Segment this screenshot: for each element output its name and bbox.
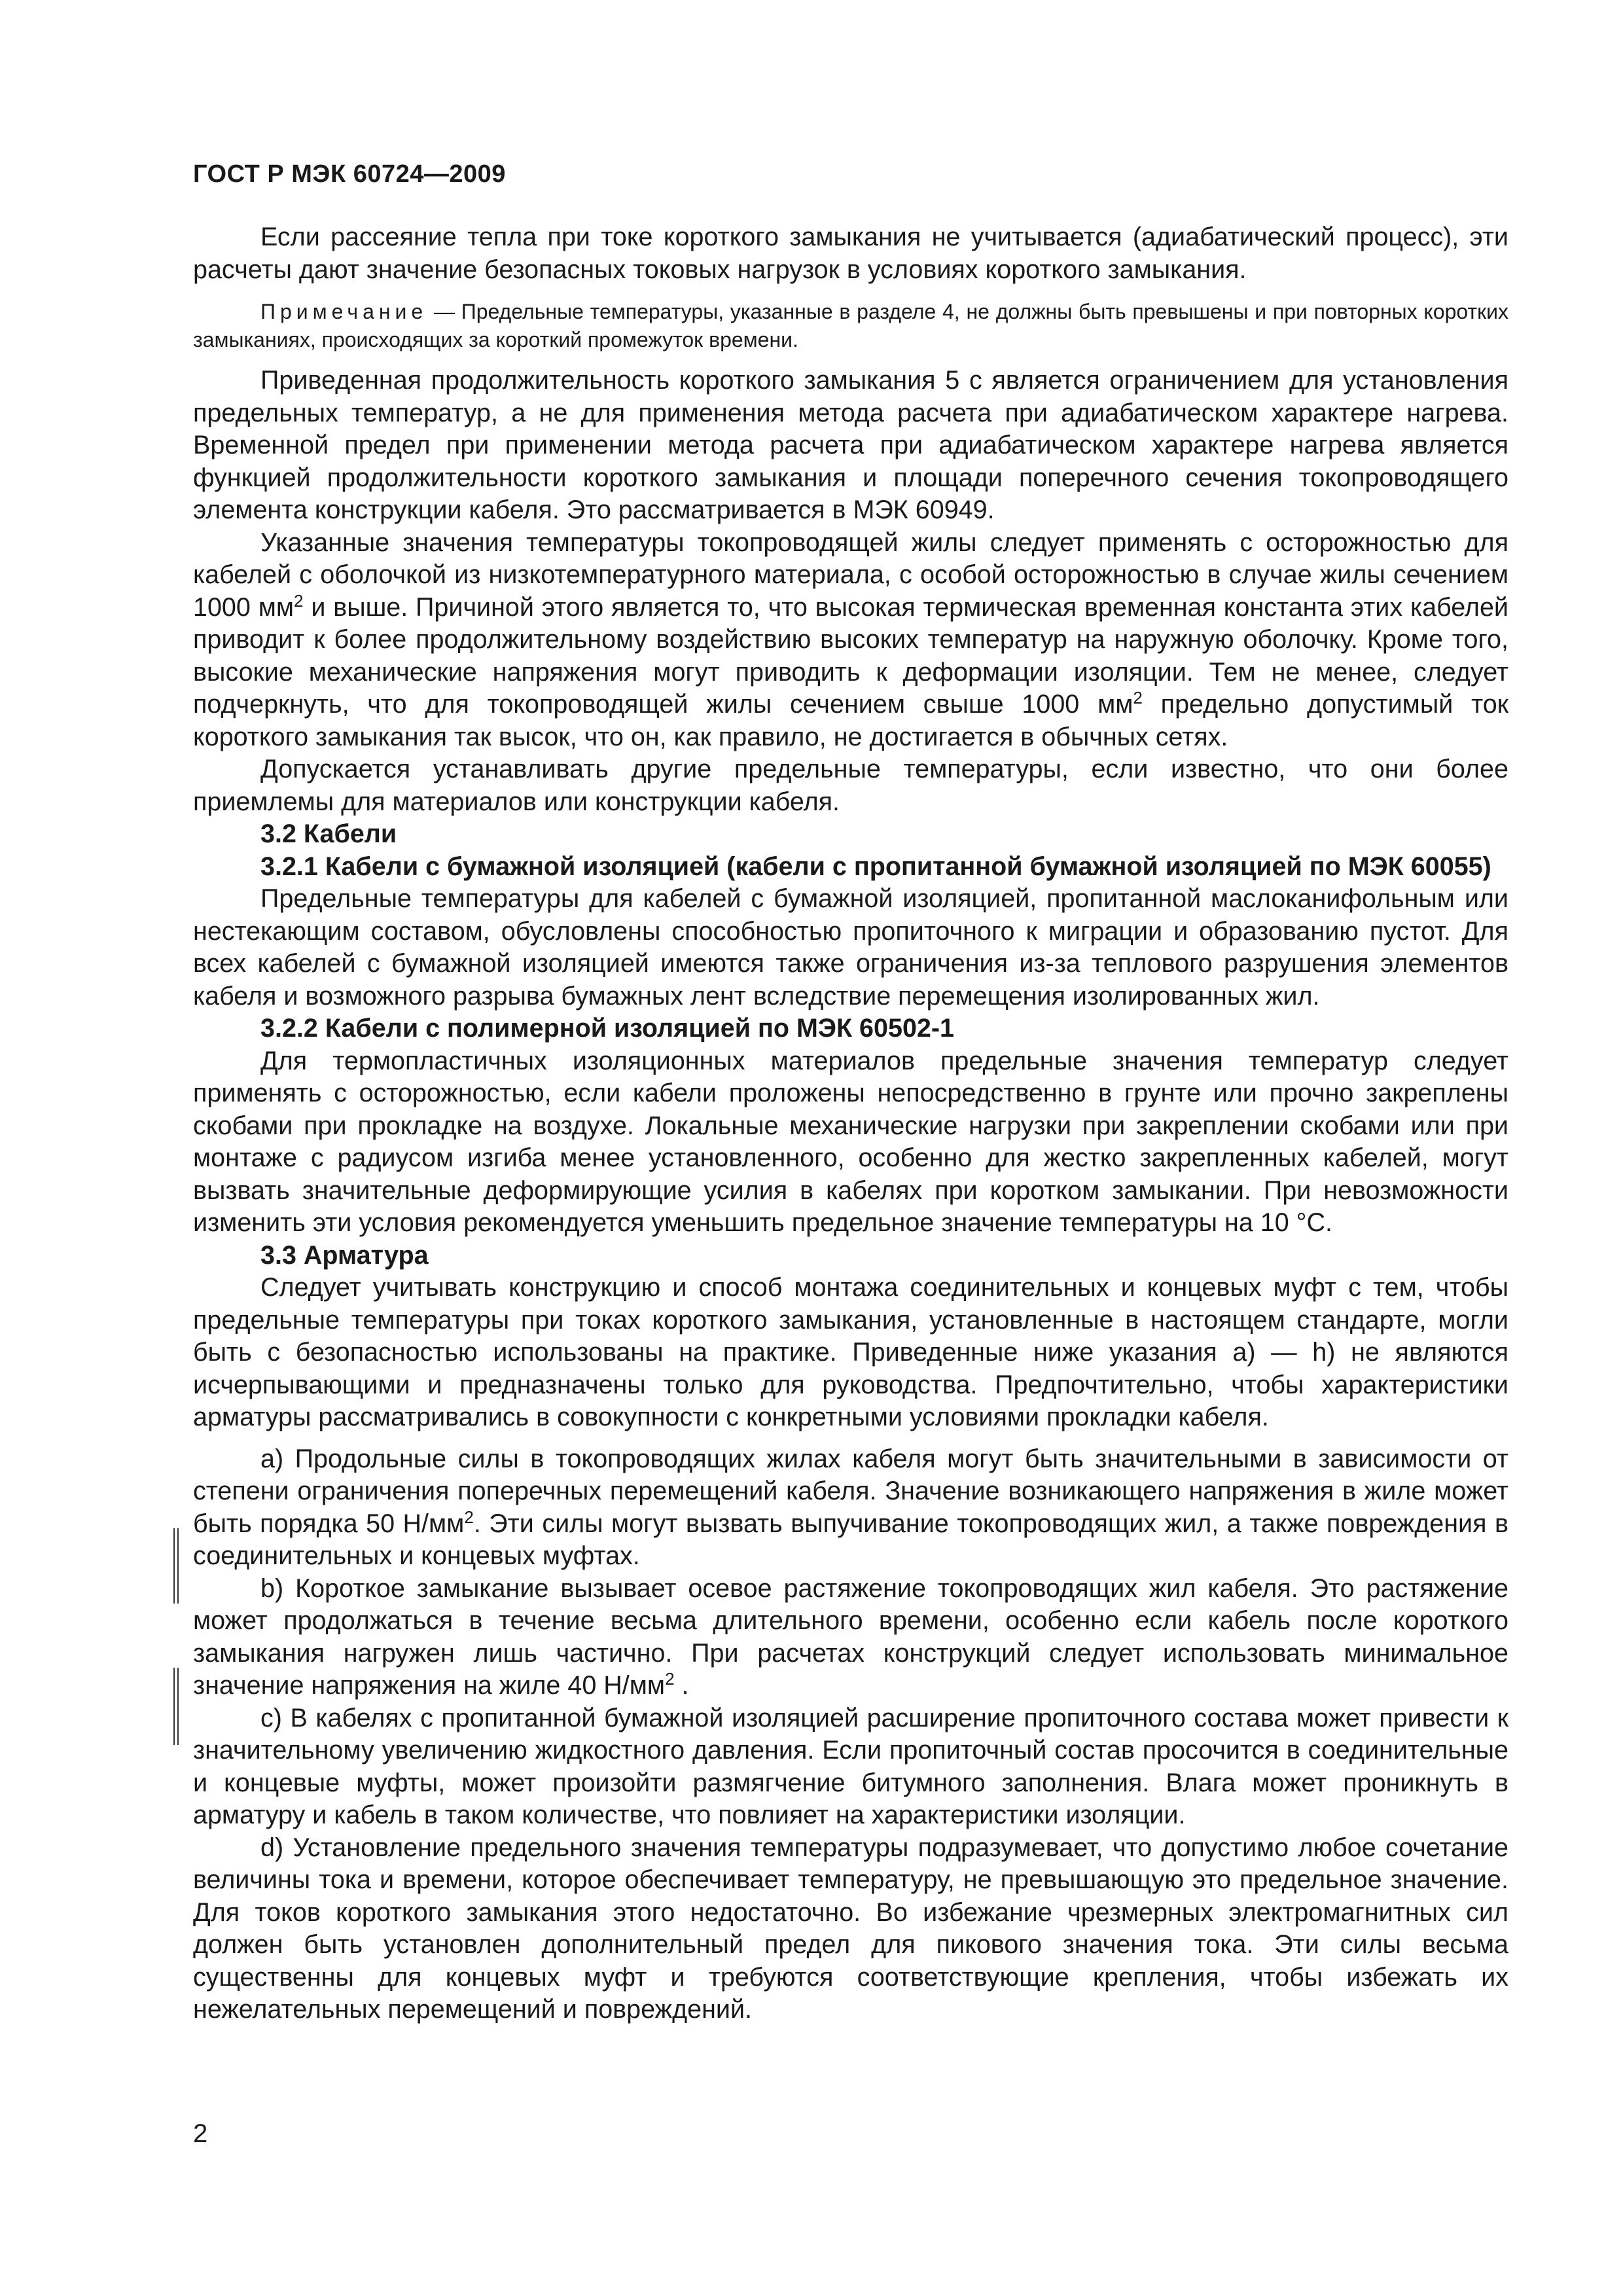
list-item-d: d) Установление предельного значения температуры подразумевает, что допустимо любое сочетание величины тока и времени, которое обеспечивает температуру, не превышающую это предельное значение. Для токов короткого замыкания этого недостаточно. Во избежание чрезмерных электромагнитных сил должен быть установлен дополнительный предел для пикового значения тока. Эти силы весьма существенны для концевых муфт и требуются соответствующие крепления, чтобы избежать их нежелательных перемещений и повреждений. <box>193 1833 1508 2024</box>
change-bar-b <box>173 1668 179 1745</box>
note-text: — Предельные температуры, указанные в разделе 4, не должны быть превышены и при повторных коротких замыканиях, происходящих за короткий промежуток времени. <box>193 300 1508 351</box>
paragraph-other-limits: Допускается устанавливать другие предельные температуры, если известно, что они более приемлемы для материалов или конструкции кабеля. <box>193 755 1508 816</box>
list-item-c: с) В кабелях с пропитанной бумажной изоляцией расширение пропиточного состава может привести к значительному увеличению жидкостного давления. Если пропиточный состав просочится в соединительные и концевые муфты, может произойти размягчение битумного заполнения. Влага может проникнуть в арматуру и кабель в таком количестве, что повлияет на характеристики изоляции. <box>193 1703 1508 1829</box>
paragraph-duration: Приведенная продолжительность короткого замыкания 5 с является ограничением для установления предельных температур, а не для применения метода расчета при адиабатическом характере нагрева. Временной предел при применении метода расчета при адиабатическом характере нагрева является функцией продолжительности короткого замыкания и площади поперечного сечения токопроводящего элемента конструкции кабеля. Это рассматривается в МЭК 60949. <box>193 366 1508 524</box>
paragraph-paper-cables: Предельные температуры для кабелей с бумажной изоляцией, пропитанной маслоканифольным или нестекающим составом, обусловлены способностью пропиточного к миграции и образованию пустот. Для всех кабелей с бумажной изоляцией имеются также ограничения из-за теплового разрушения элементов кабеля и возможного разрыва бумажных лент вследствие перемещения изолированных жил. <box>193 884 1508 1011</box>
list-item-a: а) Продольные силы в токопроводящих жилах кабеля могут быть значительными в зависимости от степени ограничения поперечных перемещений кабеля. Значение возникающего напряжения в жиле может быть порядка 50 $Н/мм^2$. Эти силы могут вызвать выпучивание токопроводящих жил, а также повреждения в соединительных и концевых муфтах. <box>193 1444 1508 1570</box>
paragraph-adiabatic: Если рассеяние тепла при токе короткого замыкания не учитывается (адиабатический процесс), эти расчеты дают значение безопасных токовых нагрузок в условиях короткого замыкания. <box>193 223 1508 284</box>
heading-3-2: 3.2 Кабели <box>260 819 397 848</box>
page-header: ГОСТ Р МЭК 60724—2009 <box>193 160 506 188</box>
list-item-b: b) Короткое замыкание вызывает осевое растяжение токопроводящих жил кабеля. Это растяжение может продолжаться в течение весьма длительного времени, особенно если кабель после короткого замыкания нагружен лишь частично. При расчетах конструкций следует использовать минимальное значение напряжения на жиле 40 $Н/мм^2$ . <box>193 1573 1508 1700</box>
note <box>193 298 1508 354</box>
document-body <box>193 221 1508 2026</box>
heading-3-2-1: 3.2.1 Кабели с бумажной изоляцией (кабели с пропитанной бумажной изоляцией по МЭК 60055) <box>260 852 1491 881</box>
paragraph-caution: Указанные значения температуры токопроводящей жилы следует применять с осторожностью для кабелей с оболочкой из низкотемпературного материала, с особой осторожностью в случае жилы сечением 1000 $мм^2$ и выше. Причиной этого является то, что высокая термическая временная константа этих кабелей приводит к более продолжительному воздействию высоких температур на наружную оболочку. Кроме того, высокие механические напряжения могут приводить к деформации изоляции. Тем не менее, следует подчеркнуть, что для токопроводящей жилы сечением свыше 1000 $мм^2$ предельно допустимый ток короткого замыкания так высок, что он, как правило, не достигается в обычных сетях. <box>193 528 1508 751</box>
heading-3-2-2: 3.2.2 Кабели с полимерной изоляцией по МЭК 60502-1 <box>260 1014 955 1043</box>
change-bar-a <box>173 1528 179 1604</box>
paragraph-accessories: Следует учитывать конструкцию и способ монтажа соединительных и концевых муфт с тем, чтобы предельные температуры при токах короткого замыкания, установленные в настоящем стандарте, могли быть с безопасностью использованы на практике. Приведенные ниже указания а) — h) не являются исчерпывающими и предназначены только для руководства. Предпочтительно, чтобы характеристики арматуры рассматривались в совокупности с конкретными условиями прокладки кабеля. <box>193 1273 1508 1431</box>
heading-3-3: 3.3 Арматура <box>260 1240 429 1270</box>
page-number: 2 <box>193 2119 208 2148</box>
note-label: Примечание <box>260 300 428 323</box>
paragraph-polymer-cables: Для термопластичных изоляционных материалов предельные значения температур следует применять с осторожностью, если кабели проложены непосредственно в грунте или прочно закреплены скобами при прокладке на воздухе. Локальные механические нагрузки при закреплении скобами или при монтаже с радиусом изгиба менее установленного, особенно для жестко закрепленных кабелей, могут вызвать значительные деформирующие усилия в кабелях при коротком замыкании. При невозможности изменить эти условия рекомендуется уменьшить предельное значение температуры на 10 °С. <box>193 1046 1508 1237</box>
